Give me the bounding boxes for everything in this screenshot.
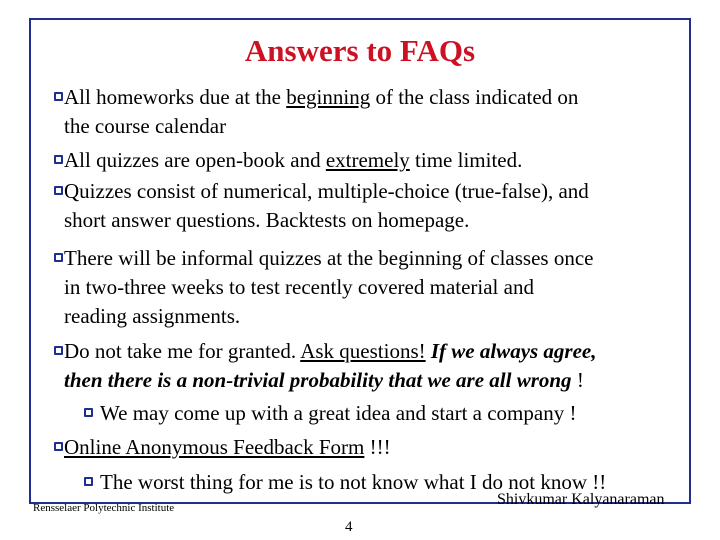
bullet-4-line-1: There will be informal quizzes at the beginning of classes once — [64, 246, 594, 270]
underlined-text: Ask questions! — [300, 339, 426, 363]
bullet-icon — [54, 186, 63, 195]
sub-bullet-icon — [84, 408, 93, 417]
text: time limited. — [409, 148, 523, 172]
bullet-5-sub: We may come up with a great idea and start a company ! — [100, 401, 577, 425]
bold-italic-text: If we always agree, — [430, 339, 597, 363]
bullet-4-line-2: in two-three weeks to test recently covered material and — [64, 275, 534, 299]
bullet-icon — [54, 155, 63, 164]
footer-author: Shivkumar Kalyanaraman — [497, 491, 665, 508]
bullet-icon — [54, 92, 63, 101]
page-number: 4 — [345, 519, 353, 535]
bullet-4-line-3: reading assignments. — [64, 304, 241, 328]
bold-italic-text: then there is a non-trivial probability that we are all wrong — [64, 368, 572, 392]
text: All quizzes are open-book and — [64, 148, 326, 172]
slide-title: Answers to FAQs — [244, 33, 476, 68]
text: All homeworks due at the — [64, 85, 287, 109]
bullet-6-sub: The worst thing for me is to not know what I do not know !! — [100, 470, 607, 494]
bullet-5-line-2 — [64, 366, 584, 395]
text: !!! — [364, 435, 391, 459]
feedback-form-link[interactable]: Online Anonymous Feedback Form — [64, 435, 365, 459]
bullet-3-line-2: short answer questions. Backtests on homepage. — [64, 208, 470, 232]
bullet-1-line-2: the course calendar — [64, 114, 227, 138]
bullet-icon — [54, 346, 63, 355]
bullet-6-line-1 — [64, 433, 391, 462]
bullet-5-line-1 — [64, 337, 597, 366]
bullet-icon — [54, 442, 63, 451]
text: of the class indicated on — [370, 85, 579, 109]
underlined-text: beginning — [286, 85, 371, 109]
underlined-text: extremely — [325, 148, 410, 172]
footer-institution: Rensselaer Polytechnic Institute — [33, 502, 175, 514]
sub-bullet-icon — [84, 477, 93, 486]
bullet-icon — [54, 253, 63, 262]
bullet-3-line-1: Quizzes consist of numerical, multiple-choice (true-false), and — [64, 179, 589, 203]
text: ! — [571, 368, 584, 392]
bullet-1-line-1 — [64, 83, 578, 112]
bullet-2-line-1 — [64, 146, 522, 175]
text: Do not take me for granted. — [64, 339, 301, 363]
